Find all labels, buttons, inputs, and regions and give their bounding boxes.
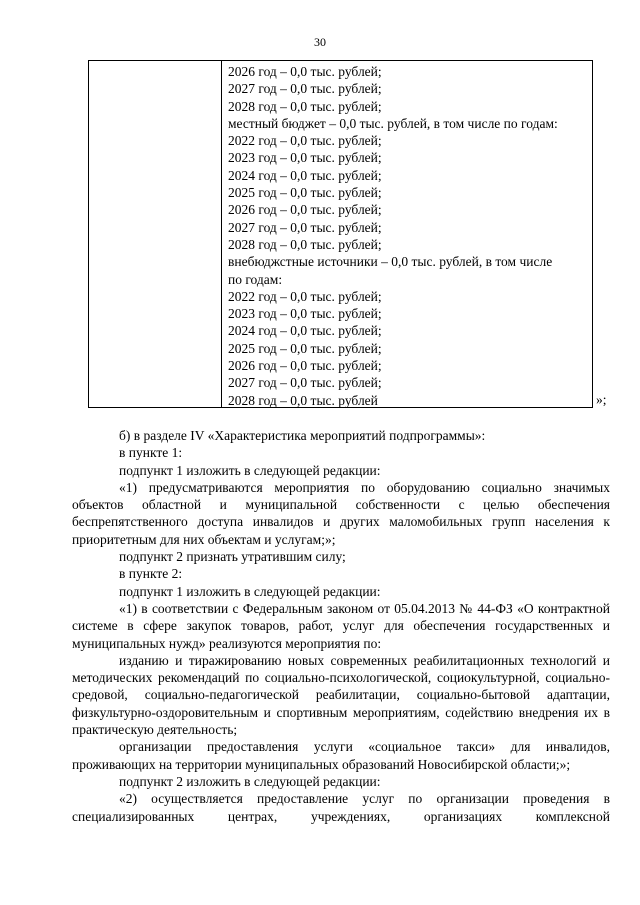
paragraph: подпункт 1 изложить в следующей редакции: xyxy=(119,583,381,599)
paragraph: «1) предусматриваются мероприятия по оборудованию социально значимых объектов областной и муниципальной собственности с целью обеспечения беспрепятственного доступа инвалидов и других маломобильных групп населения к приоритетным для них объектам и услугам;»; xyxy=(72,479,610,547)
table-line: 2022 год – 0,0 тыс. рублей; xyxy=(228,288,382,304)
paragraph: в пункте 1: xyxy=(119,445,183,461)
document-body xyxy=(72,427,610,825)
table-line: 2026 год – 0,0 тыс. рублей; xyxy=(228,202,382,218)
paragraph: подпункт 2 признать утратившим силу; xyxy=(119,549,346,565)
paragraph: организации предоставления услуги «социальное такси» для инвалидов, проживающих на территории муниципальных образований Новосибирской области;»; xyxy=(72,739,610,772)
page-number: 30 xyxy=(314,35,326,49)
funding-table xyxy=(88,60,593,408)
table-line: 2027 год – 0,0 тыс. рублей; xyxy=(228,81,382,97)
table-line: местный бюджет – 0,0 тыс. рублей, в том числе по годам: xyxy=(228,115,558,131)
paragraph: «1) в соответствии с Федеральным законом от 05.04.2013 № 44-ФЗ «О контрактной системе в сфере закупок товаров, работ, услуг для обеспечения государственных и муниципальных нужд» реализуются мероприятия по: xyxy=(72,600,610,651)
paragraph: изданию и тиражированию новых современных реабилитационных технологий и методических рекомендаций по социально-психологической, социокультурной, социально-средовой, социально-педагогической реабилитации, социально-бытовой адаптации, физкультурно-оздоровительным и спортивным мероприятиям, содействию внедрения их в практическую деятельность; xyxy=(72,652,610,738)
table-line: 2025 год – 0,0 тыс. рублей; xyxy=(228,340,382,356)
closing-quote: »; xyxy=(596,392,607,407)
table-line: 2028 год – 0,0 тыс. рублей; xyxy=(228,98,382,114)
table-line: 2028 год – 0,0 тыс. рублей xyxy=(228,392,378,408)
table-line: 2024 год – 0,0 тыс. рублей; xyxy=(228,167,382,183)
table-line: 2026 год – 0,0 тыс. рублей; xyxy=(228,64,382,79)
paragraph: подпункт 2 изложить в следующей редакции: xyxy=(119,773,381,789)
paragraph: в пункте 2: xyxy=(119,566,183,582)
table-line: 2023 год – 0,0 тыс. рублей; xyxy=(228,150,382,166)
table-line: 2027 год – 0,0 тыс. рублей; xyxy=(228,219,382,235)
paragraph: «2) осуществляется предоставление услуг по организации проведения в специализированных центрах, учреждениях, организациях комплексной xyxy=(72,791,610,824)
table-line: 2024 год – 0,0 тыс. рублей; xyxy=(228,323,382,339)
table-line: 2022 год – 0,0 тыс. рублей; xyxy=(228,133,382,149)
table-line: 2027 год – 0,0 тыс. рублей; xyxy=(228,375,382,391)
paragraph: подпункт 1 изложить в следующей редакции: xyxy=(119,462,381,478)
table-line: внебюджстные источники – 0,0 тыс. рублей, в том числе xyxy=(228,254,553,270)
paragraph: б) в разделе IV «Характеристика мероприятий подпрограммы»: xyxy=(119,428,486,443)
table-line: 2028 год – 0,0 тыс. рублей; xyxy=(228,236,382,252)
table-cell-funding xyxy=(228,63,590,409)
table-column-divider xyxy=(221,61,222,407)
table-line: по годам: xyxy=(228,271,283,287)
table-line: 2025 год – 0,0 тыс. рублей; xyxy=(228,185,382,201)
table-line: 2023 год – 0,0 тыс. рублей; xyxy=(228,306,382,322)
table-line: 2026 год – 0,0 тыс. рублей; xyxy=(228,358,382,374)
